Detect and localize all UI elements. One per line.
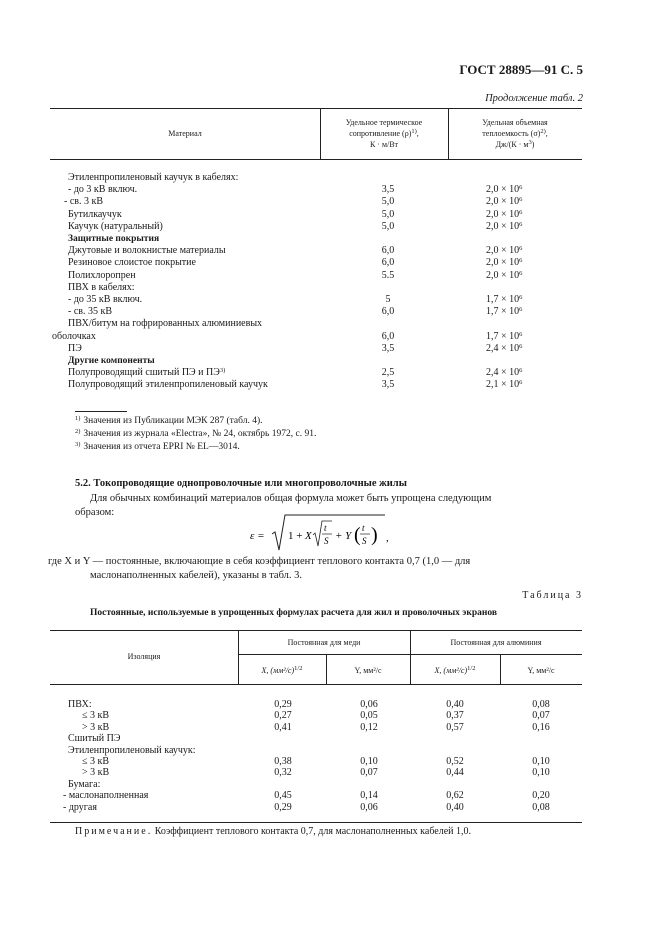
- resistivity-value: 6,0: [381, 257, 395, 269]
- capacity-value: $2,0 \times 10^6$: [486, 257, 523, 269]
- material-name: Резиновое слоистое покрытие: [68, 257, 196, 269]
- constant-value: 0,27: [274, 710, 292, 722]
- constant-value: 0,06: [360, 699, 378, 710]
- constant-value: 0,29: [274, 801, 292, 813]
- table2-header-capacity: Удельная объемная теплоемкость $(\sigma)^{2)}$, $Дж/(К \cdot м^3)$: [482, 118, 548, 149]
- constant-value: 0,29: [274, 699, 292, 710]
- constant-value: 0,41: [274, 721, 292, 733]
- table-row: [0, 209, 661, 221]
- resistivity-value: 3,5: [381, 184, 395, 196]
- table-row: [0, 331, 661, 343]
- material-name: Другие компоненты: [68, 356, 155, 366]
- insulation-label: > 3 кВ: [82, 721, 110, 733]
- capacity-value: $2,0 \times 10^6$: [486, 245, 523, 257]
- material-name: - св. 35 кВ: [68, 306, 113, 318]
- table-row: [0, 221, 661, 233]
- table-row: [0, 245, 661, 257]
- constant-value: 0,32: [274, 767, 292, 779]
- table3-label: Таблица 3: [522, 590, 583, 601]
- formula-s: S: [324, 536, 329, 546]
- table3-header-insulation: Изоляция: [127, 652, 161, 661]
- formula-end: ,: [386, 532, 389, 544]
- footnote-rule: [75, 411, 127, 412]
- resistivity-value: 5.5: [381, 269, 395, 281]
- table3-header-copper-y: Y, мм²/с: [354, 666, 382, 675]
- table-row: [0, 745, 661, 756]
- constant-value: 0,37: [446, 710, 464, 722]
- insulation-label: - маслонаполненная: [63, 790, 149, 802]
- capacity-value: $2,4 \times 10^6$: [486, 367, 523, 379]
- insulation-label: > 3 кВ: [82, 767, 110, 779]
- table-row: [0, 355, 661, 367]
- resistivity-value: 6,0: [381, 330, 395, 342]
- insulation-label: Бумага:: [68, 778, 101, 790]
- table-row: [0, 367, 661, 379]
- table-row: [0, 282, 661, 294]
- capacity-value: $2,0 \times 10^6$: [486, 196, 523, 208]
- constant-value: 0,16: [532, 721, 550, 733]
- paragraph-line: где X и Y — постоянные, включающие в себя коэффициент теплового контакта 0,7 (1,0 — для: [48, 556, 471, 567]
- table3-header-copper: Постоянная для меди: [287, 638, 361, 647]
- table3-header-aluminium-y: Y, мм²/с: [527, 666, 555, 675]
- capacity-value: $1,7 \times 10^6$: [486, 330, 523, 342]
- formula-paren-open: (: [354, 524, 361, 546]
- material-name: Джутовые и волокнистые материалы: [68, 245, 226, 257]
- table-row: [0, 802, 661, 813]
- constant-value: 0,07: [532, 710, 550, 722]
- capacity-value: $1,7 \times 10^6$: [486, 306, 523, 318]
- table-row: [0, 306, 661, 318]
- formula-y: + Y: [335, 530, 352, 542]
- capacity-value: $2,1 \times 10^6$: [486, 379, 523, 391]
- capacity-value: $2,0 \times 10^6$: [486, 220, 523, 232]
- table-row: [0, 756, 661, 767]
- table-row: [0, 257, 661, 269]
- insulation-label: Сшитый ПЭ: [68, 733, 121, 745]
- table3-header-rule: [50, 684, 582, 685]
- constant-value: 0,07: [360, 767, 378, 779]
- table3-header-aluminium-x: X, $(мм^2/с)^{1/2}$: [434, 665, 476, 675]
- table-row: [0, 379, 661, 391]
- resistivity-value: 6,0: [381, 306, 395, 318]
- paragraph-line: маслонаполненных кабелей), указаны в табл. 3.: [90, 570, 303, 581]
- resistivity-value: 6,0: [381, 245, 395, 257]
- paragraph-line: Для обычных комбинаций материалов общая формула может быть упрощена следующим: [90, 493, 492, 504]
- constant-value: 0,45: [274, 790, 292, 802]
- constant-value: 0,06: [360, 801, 378, 813]
- table-row: [0, 294, 661, 306]
- material-name: ПЭ: [68, 342, 82, 354]
- table-row: [0, 343, 661, 355]
- footnote: $^{1)}$ Значения из Публикации МЭК 287 (табл. 4).: [75, 415, 263, 426]
- table3-bottom-rule: [50, 822, 582, 823]
- table2-header-resistivity: Удельное термическое сопротивление $(\rho)^{1)}$, К · м/Вт: [345, 118, 423, 149]
- table-row: [0, 172, 661, 184]
- resistivity-value: 3,5: [381, 342, 395, 354]
- table-row: [0, 710, 661, 721]
- resistivity-value: 3,5: [381, 379, 395, 391]
- resistivity-value: 5,0: [381, 220, 395, 232]
- formula-one: 1 +: [288, 530, 303, 542]
- footnote: $^{3)}$ Значения из отчета EPRI № EL—3014.: [75, 441, 240, 452]
- material-name: - до 35 кВ включ.: [68, 294, 143, 305]
- table3-note: Примечание. Коэффициент теплового контакта 0,7, для маслонаполненных кабелей 1,0.: [75, 826, 471, 837]
- table-row: [0, 196, 661, 208]
- resistivity-value: 5,0: [381, 208, 395, 220]
- constant-value: 0,20: [532, 790, 550, 802]
- table-row: [0, 699, 661, 710]
- formula-t: t: [362, 523, 365, 533]
- table-row: [0, 722, 661, 733]
- insulation-label: ПВХ:: [68, 699, 92, 710]
- material-name: оболочках: [52, 330, 96, 342]
- capacity-value: $2,0 \times 10^6$: [486, 269, 523, 281]
- resistivity-value: 5: [385, 294, 391, 305]
- constant-value: 0,05: [360, 710, 378, 722]
- material-name: ПВХ в кабелях:: [68, 281, 135, 293]
- table-row: [0, 318, 661, 330]
- constant-value: 0,40: [446, 699, 464, 710]
- constant-value: 0,57: [446, 721, 464, 733]
- formula-paren-close: ): [371, 524, 378, 546]
- table-row: [0, 779, 661, 790]
- table-row: [0, 733, 661, 744]
- formula-x: X: [305, 530, 312, 542]
- footnote: $^{2)}$ Значения из журнала «Electra», № 24, октябрь 1972, с. 91.: [75, 428, 317, 439]
- insulation-label: ≤ 3 кВ: [82, 756, 110, 767]
- material-name: Защитные покрытия: [68, 234, 160, 244]
- constant-value: 0,44: [446, 767, 464, 779]
- constant-value: 0,08: [532, 801, 550, 813]
- formula-inner-radical: [313, 521, 332, 546]
- constant-value: 0,40: [446, 801, 464, 813]
- table3-top-rule: [50, 630, 582, 631]
- table2-header-rule: [50, 159, 582, 160]
- table3-header-copper-x: X, $(мм^2/с)^{1/2}$: [261, 665, 303, 675]
- resistivity-value: 5,0: [381, 196, 395, 208]
- capacity-value: $2,0 \times 10^6$: [486, 208, 523, 220]
- material-name: Каучук (натуральный): [68, 220, 163, 232]
- capacity-value: $2,0 \times 10^6$: [486, 184, 523, 196]
- constant-value: 0,10: [532, 756, 550, 767]
- footnote-ref: 3): [219, 367, 226, 375]
- table3-title: Постоянные, используемые в упрощенных формулах расчета для жил и проволочных экранов: [90, 608, 497, 618]
- constant-value: 0,14: [360, 790, 378, 802]
- formula-t: t: [324, 523, 327, 533]
- constant-value: 0,12: [360, 721, 378, 733]
- capacity-value: $1,7 \times 10^6$: [486, 294, 523, 305]
- insulation-label: Этиленпропиленовый каучук:: [68, 744, 196, 756]
- constant-value: 0,08: [532, 699, 550, 710]
- constant-value: 0,10: [360, 756, 378, 767]
- constant-value: 0,62: [446, 790, 464, 802]
- section-title: 5.2. Токопроводящие однопроволочные или многопроволочные жилы: [75, 478, 407, 489]
- formula: [250, 512, 390, 556]
- material-name: - св. 3 кВ: [64, 196, 104, 208]
- capacity-value: $2,4 \times 10^6$: [486, 342, 523, 354]
- material-name: Этиленпропиленовый каучук в кабелях:: [68, 172, 239, 183]
- material-name: Бутилкаучук: [68, 208, 122, 220]
- table-row: [0, 184, 661, 196]
- table2-top-rule: [50, 108, 582, 109]
- formula-s: S: [362, 536, 367, 546]
- material-name: - до 3 кВ включ.: [68, 184, 138, 196]
- resistivity-value: 2,5: [381, 367, 395, 379]
- material-name: Полупроводящий сшитый ПЭ и ПЭ$^{3)}$: [68, 367, 226, 379]
- table-continuation: Продолжение табл. 2: [485, 93, 583, 104]
- insulation-label: ≤ 3 кВ: [82, 710, 110, 722]
- constant-value: 0,52: [446, 756, 464, 767]
- constant-value: 0,10: [532, 767, 550, 779]
- table-row: [0, 790, 661, 801]
- table2-header-material: Материал: [168, 129, 202, 138]
- material-name: Полупроводящий этиленпропиленовый каучук: [68, 379, 268, 391]
- material-name: ПВХ/битум на гофрированных алюминиевых: [68, 318, 263, 330]
- formula-lhs: ε =: [250, 530, 265, 542]
- table-row: [0, 233, 661, 245]
- table-row: [0, 270, 661, 282]
- paragraph-line: образом:: [75, 507, 115, 518]
- table-row: [0, 767, 661, 778]
- material-name: Полихлорoпрен: [68, 269, 136, 281]
- insulation-label: - другая: [63, 801, 97, 813]
- document-id: ГОСТ 28895—91 С. 5: [459, 62, 583, 77]
- constant-value: 0,38: [274, 756, 292, 767]
- table3-header-aluminium: Постоянная для алюминия: [450, 638, 542, 647]
